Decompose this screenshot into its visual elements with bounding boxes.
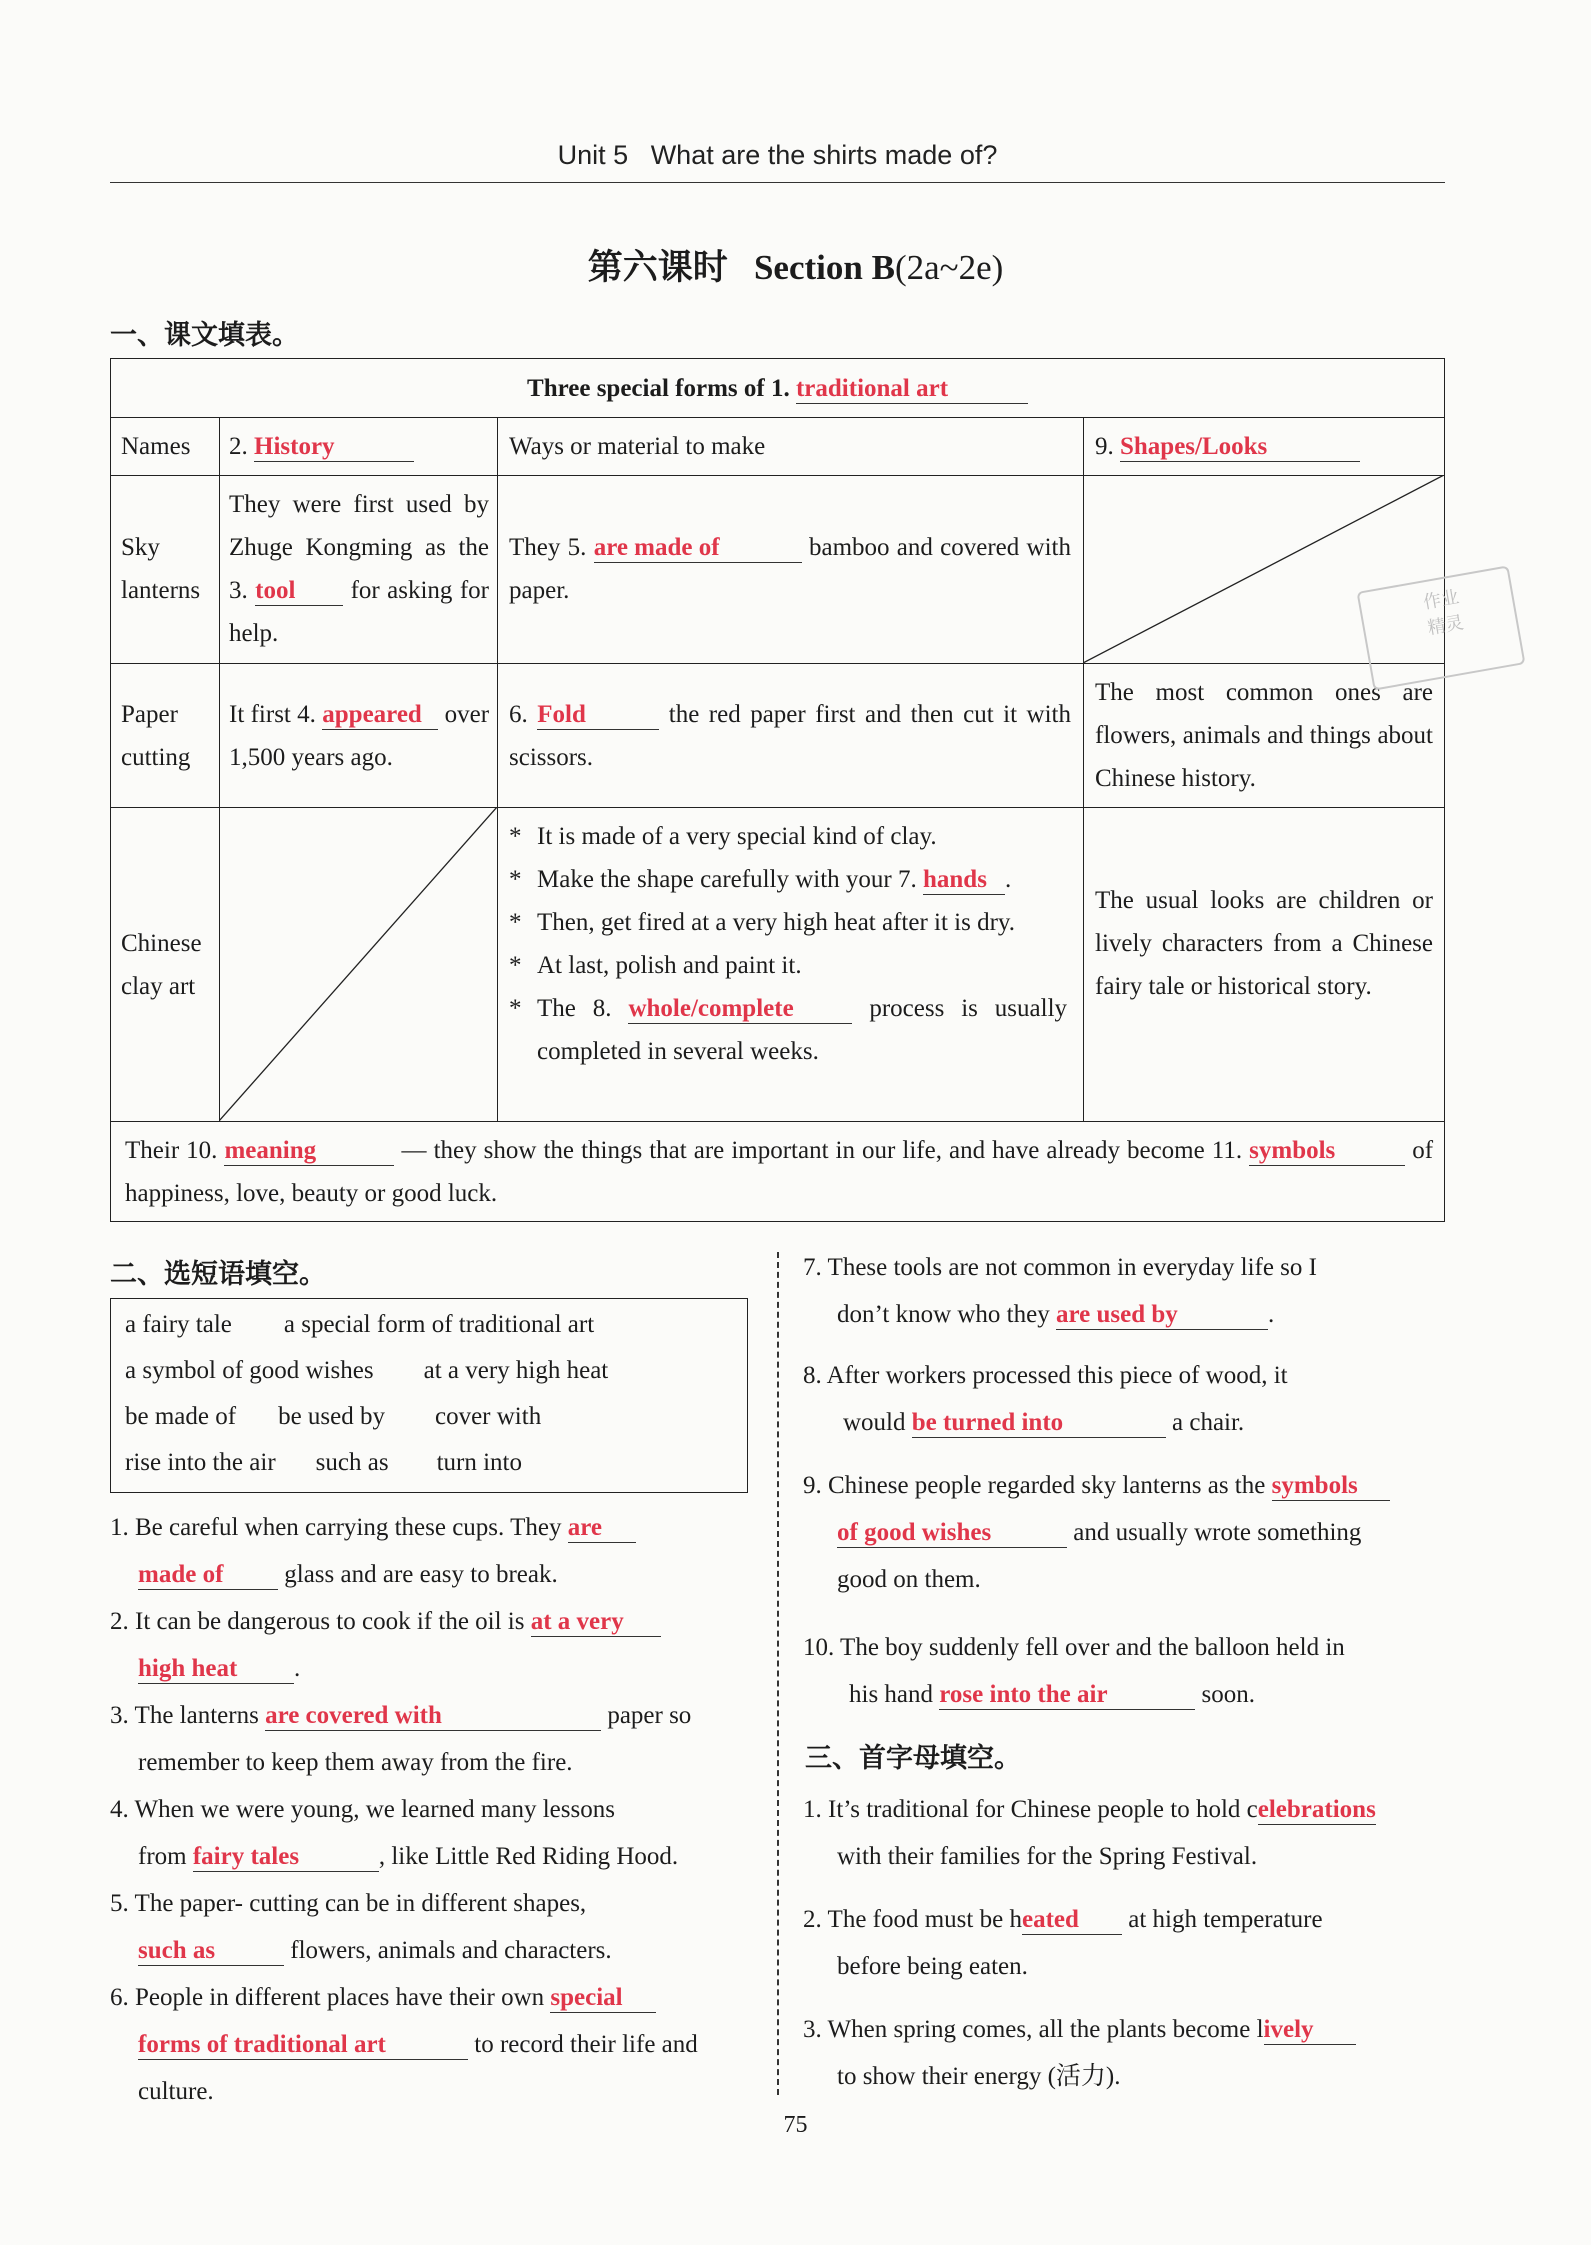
blank [1258,1796,1376,1825]
sky-ways-text-2: bamboo and covered with paper. [509,534,1072,604]
answer: high heat [138,1655,238,1682]
sky-history-text-2: for asking for help. [229,577,490,647]
column-divider [777,1252,779,2095]
q-text: before being eaten. [837,1953,1028,1980]
blank-8 [628,995,852,1024]
clay-step-2-text: Make the shape carefully with your 7. [537,866,917,893]
answer: forms of traditional art [138,2031,386,2058]
phrase: be made of [125,1403,237,1430]
paper-history-text-2: over 1,500 years ago. [229,701,490,771]
table-title [111,367,1444,410]
q-text: , like Little Red Riding Hood. [378,1843,679,1870]
blank [568,1514,636,1543]
clay-step-5: * The 8. whole/complete process is usually completed in several weeks. [509,995,1068,1065]
answer: be turned into [911,1409,1064,1436]
phrase: turn into [436,1449,522,1476]
col-shapes [1095,425,1360,468]
col-names: Names [121,433,191,460]
q-text: from [138,1843,187,1870]
question-2-5 [110,1880,746,1974]
answer: are used by [1055,1301,1178,1328]
blank-5 [594,534,802,563]
answer: ively [1263,2016,1314,2043]
q-text: 9. Chinese people regarded sky lanterns as the [803,1472,1266,1499]
q-text: don’t know who they [837,1301,1050,1328]
question-2-2 [110,1598,746,1692]
answer: eated [1021,1906,1079,1933]
part3-heading: 三、首字母填空。 [805,1743,1021,1774]
col-history-prefix: 2. [229,433,248,460]
lesson-range: (2a~2e) [894,248,1004,287]
q-text: 2. The food must be h [803,1906,1022,1933]
blank [138,1937,284,1966]
clay-step-3-text: Then, get fired at a very high heat after it is dry. [537,909,1016,936]
running-header [110,140,1445,171]
lesson-title-cn: 第六课时 [587,248,728,288]
footer-text-d: of happiness, love, beauty or good luck. [125,1137,1434,1207]
blank [138,1561,278,1590]
blank [837,1519,1067,1548]
q-text: 6. People in different places have their own [110,1984,545,2011]
q-text: good on them. [837,1566,981,1593]
phrase: such as [315,1449,389,1476]
table-rule [497,417,498,1121]
answer-8: whole/complete [628,995,794,1022]
phrase-row [125,1311,594,1339]
blank [1272,1472,1390,1501]
answer-5: are made of [593,534,720,561]
footer-text-b: — they show the things that are important in our life, and have already become [401,1137,1205,1164]
q-text: a chair. [1172,1409,1245,1436]
blank [939,1681,1195,1710]
q-text: . [1267,1301,1275,1328]
answer-7: hands [923,866,987,893]
question-2-4 [110,1786,746,1880]
question-3-1 [803,1786,1445,1880]
phrase-row [125,1403,541,1431]
answer: such as [138,1937,216,1964]
clay-step-4-text: At last, polish and paint it. [537,952,802,979]
clay-shapes: The usual looks are children or lively characters from a Chinese fairy tale or historical story. [1095,887,1433,1000]
paper-shapes: The most common ones are flowers, animals and things about Chinese history. [1095,679,1433,792]
col-history [229,425,414,468]
footer-text-a: Their 10. [125,1137,218,1164]
blank [138,2031,468,2060]
answer: of good wishes [837,1519,992,1546]
blank-6 [537,701,659,730]
unit-label: Unit 5 [557,140,629,170]
blank [531,1608,661,1637]
sky-history [229,483,489,655]
phrase: be used by [278,1403,385,1430]
answer: fairy tales [192,1843,300,1870]
q-text: 3. The lanterns [110,1702,259,1729]
q-text: 2. It can be dangerous to cook if the oil is [110,1608,525,1635]
table-footer [125,1129,1433,1215]
answer: are covered with [265,1702,442,1729]
blank-4 [322,701,438,730]
sky-history-text: They were first used by Zhuge Kongming as the 3. [229,491,489,604]
phrase-box [110,1298,748,1493]
phrase-row [125,1449,522,1477]
q-text: 8. After workers processed this piece of wood, it [803,1362,1288,1389]
paper-ways-text-2: the red paper first and then cut it with scissors. [509,701,1071,771]
blank [1264,2016,1356,2045]
header-rule [110,182,1445,183]
question-2-9 [803,1462,1445,1603]
q-text: soon. [1201,1681,1256,1708]
answer-11: symbols [1249,1137,1336,1164]
phrase: a special form of traditional art [283,1311,595,1338]
answer-6: Fold [537,701,586,728]
q-text: 10. The boy suddenly fell over and the balloon held in [803,1634,1345,1661]
q-text: would [843,1409,906,1436]
q-text: paper so [607,1702,692,1729]
paper-ways-text: 6. [509,701,528,728]
row-name-sky: Sky lanterns [121,534,201,604]
q-text: 3. When spring comes, all the plants become l [803,2016,1264,2043]
phrase: cover with [434,1403,542,1430]
row-name-paper: Paper cutting [121,701,191,771]
phrase: a fairy tale [125,1311,232,1338]
answer-3: tool [255,577,296,604]
blank [1056,1301,1268,1330]
phrase: a symbol of good wishes [125,1357,374,1384]
question-3-3 [803,2006,1445,2100]
answer: symbols [1271,1472,1358,1499]
answer: at a very [530,1608,624,1635]
sky-ways-text: They 5. [509,534,587,561]
paper-history-text: It first 4. [229,701,316,728]
phrase-row [125,1357,608,1385]
row-name-clay: Chinese clay art [121,930,202,1000]
q-text: 1. Be careful when carrying these cups. They [110,1514,562,1541]
q-text: 5. The paper- cutting can be in different shapes, [110,1890,587,1917]
clay-step-5-text: The 8. [537,995,612,1022]
stamp-line-1: 作业 [1421,586,1461,614]
clay-step-5-text-2: process is usually completed in several weeks. [537,995,1068,1065]
blank [138,1655,294,1684]
q-text: remember to keep them away from the fire. [138,1749,573,1776]
answer: elebrations [1257,1796,1376,1823]
answer-1: traditional art [795,375,949,402]
q-text: glass and are easy to break. [284,1561,558,1588]
clay-ways [509,815,1073,1073]
question-3-2 [803,1896,1445,1990]
clay-step-1: * It is made of a very special kind of clay. [509,815,1073,858]
blank-9 [1120,433,1360,462]
blank [265,1702,601,1731]
question-2-1 [110,1504,746,1598]
table-rule [111,663,1444,664]
paper-ways [509,693,1071,779]
paper-history [229,693,489,779]
q-text: 1. It’s traditional for Chinese people to hold c [803,1796,1258,1823]
blank-3 [255,577,343,606]
answer: special [550,1984,623,2011]
question-2-3 [110,1692,746,1786]
col-ways: Ways or material to make [509,433,766,460]
q-text: 7. These tools are not common in everyday life so I [803,1254,1317,1281]
lesson-section: Section B [753,248,895,287]
question-2-8 [803,1352,1445,1446]
sky-ways [509,526,1071,612]
part2-heading: 二、选短语填空。 [110,1259,326,1290]
blank [912,1409,1166,1438]
q-text: . [294,1655,301,1682]
q-text: with their families for the Spring Festival. [837,1843,1258,1870]
blank [193,1843,379,1872]
answer: rose into the air [939,1681,1108,1708]
clay-step-3: * Then, get fired at a very high heat after it is dry. [509,901,1073,944]
q-text: at high temperature [1128,1906,1323,1933]
blank-2 [254,433,414,462]
clay-step-4: * At last, polish and paint it. [509,944,1073,987]
footer-text-c: 11. [1211,1137,1243,1164]
q-text: 4. When we were young, we learned many lessons [110,1796,615,1823]
answer: are [567,1514,602,1541]
answer-9: Shapes/Looks [1120,433,1268,460]
question-2-6 [110,1974,746,2115]
table-title-text: Three special forms of 1. [527,375,790,402]
table-rule [111,1121,1444,1122]
blank [550,1984,656,2013]
page-number: 75 [783,2112,808,2138]
part1-heading: 一、课文填表。 [110,320,299,351]
answer: made of [138,1561,224,1588]
blank-7 [923,866,1005,895]
question-2-7 [803,1244,1445,1338]
clay-step-2: * Make the shape carefully with your 7. hands . [509,866,1012,893]
question-2-10 [803,1624,1445,1718]
col-shapes-prefix: 9. [1095,433,1114,460]
table-rule [111,417,1444,418]
fill-table [110,358,1445,1222]
diagonal-slash [219,807,497,1121]
stamp-line-2: 精灵 [1426,612,1466,640]
phrase: rise into the air [125,1449,276,1476]
phrase: at a very high heat [423,1357,609,1384]
answer-2: History [254,433,335,460]
q-text: to show their energy (活力). [837,2063,1121,2090]
clay-step-1-text: It is made of a very special kind of clay. [537,823,937,850]
answer-4: appeared [322,701,422,728]
answer-10: meaning [224,1137,317,1164]
lesson-title [0,240,1591,290]
q-text: his hand [849,1681,934,1708]
blank-10 [224,1137,394,1166]
q-text: culture. [138,2078,214,2105]
blank-11 [1249,1137,1405,1166]
q-text: flowers, animals and characters. [290,1937,612,1964]
unit-title: What are the shirts made of? [650,140,998,170]
blank [1022,1906,1122,1935]
blank-1 [796,375,1028,404]
q-text: to record their life and [474,2031,698,2058]
q-text: and usually wrote something [1073,1519,1362,1546]
